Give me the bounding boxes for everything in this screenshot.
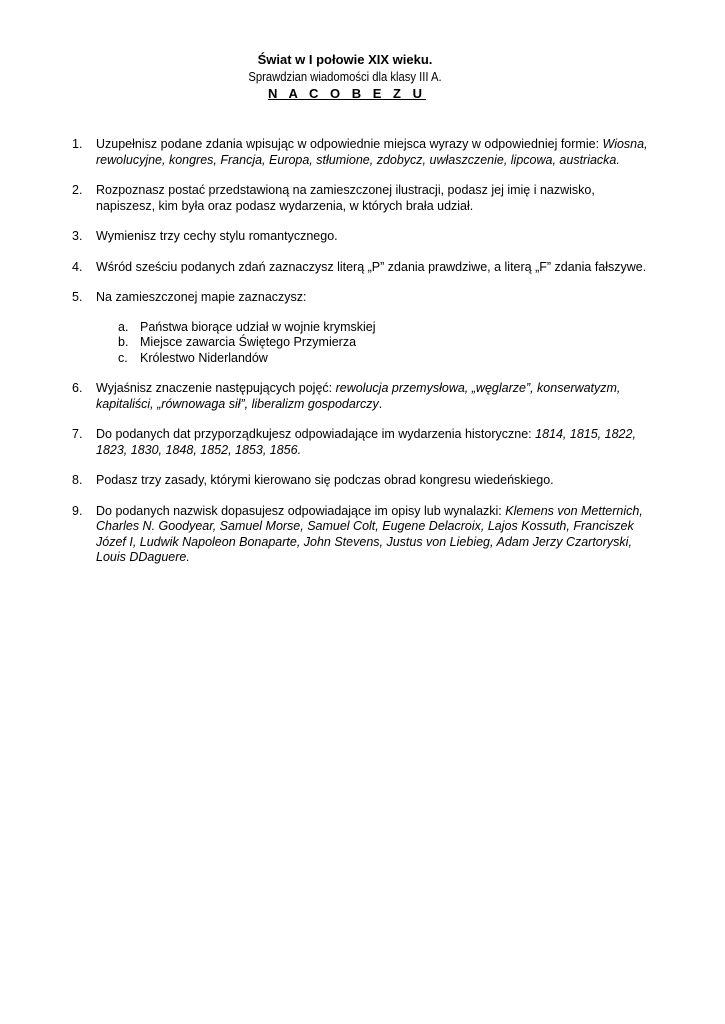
item-number: 3. [72,229,83,243]
item-italic-text: 1814, 1815, 1822, 1823, 1830, 1848, 1852, 1853, 1856. [96,427,636,457]
sublist-text: Królestwo Niderlandów [140,350,268,365]
sublist-letter: a. [118,319,129,334]
list-item [72,137,652,168]
item-text: Do podanych dat przyporządkujesz odpowiadające im wydarzenia historyczne: [96,427,536,441]
item-text: Uzupełnisz podane zdania wpisując w odpowiednie miejsca wyrazy w odpowiedniej formie: [96,137,603,151]
map-sublist [96,320,652,367]
item-text: Wymienisz trzy cechy stylu romantycznego. [96,229,338,243]
sublist-item [118,335,652,351]
item-text: Rozpoznasz postać przedstawioną na zamieszczonej ilustracji, podasz jej imię i nazwisko, napiszesz, kim była oraz podasz wydarzenia, w których brała udział. [96,183,595,213]
item-italic-text: rewolucja przemysłowa, „węglarze”, konserwatyzm, kapitaliści, „równowaga sił”, liberalizm gospodarczy [96,381,621,411]
nacobezu-heading: N A C O B E Z U [268,86,426,101]
list-item [72,427,652,458]
document-subtitle: Sprawdzian wiadomości dla klasy III A. [248,70,442,84]
document-header [0,52,690,103]
item-italic-text: Klemens von Metternich, Charles N. Goodyear, Samuel Morse, Samuel Colt, Eugene Delacroix, Lajos Kossuth, Franciszek Józef I, Ludwik Napoleon Bonaparte, John Stevens, Justus von Liebieg, Adam Jerzy Czartoryski, Louis DDaguere. [96,503,643,564]
item-number: 6. [72,381,83,395]
item-number: 4. [72,259,83,274]
sublist-item [118,350,652,367]
item-text: Na zamieszczonej mapie zaznaczysz: [96,290,307,304]
item-tail-text: . [378,396,383,411]
document-title: Świat w I połowie XIX wieku. [257,52,433,67]
list-item [72,260,652,276]
list-item [72,504,652,566]
item-number: 8. [72,473,83,487]
criteria-list [72,137,652,581]
sublist-text: Państwa biorące udział w wojnie krymskiej [140,319,376,334]
list-item [72,473,652,489]
item-italic-text: Wiosna, rewolucyjne, kongres, Francja, Europa, stłumione, zdobycz, uwłaszczenie, lipcowa, austriacka. [96,137,648,167]
item-number: 1. [72,137,83,151]
item-text: Wśród sześciu podanych zdań zaznaczysz literą „P” zdania prawdziwe, a literą „F” zdania fałszywe. [96,259,647,274]
item-number: 5. [72,290,83,304]
item-text: Do podanych nazwisk dopasujesz odpowiadające im opisy lub wynalazki: [96,503,506,518]
list-item [72,229,652,245]
sublist-item [118,319,652,336]
sublist-letter: c. [118,350,128,365]
list-item [72,381,652,412]
list-item [72,183,652,214]
item-number: 9. [72,503,83,518]
item-number: 2. [72,183,83,197]
item-number: 7. [72,427,83,441]
item-text: Wyjaśnisz znaczenie następujących pojęć: [96,381,336,395]
sublist-text: Miejsce zawarcia Świętego Przymierza [140,335,357,349]
sublist-letter: b. [118,335,129,349]
item-text: Podasz trzy zasady, którymi kierowano się podczas obrad kongresu wiedeńskiego. [96,473,554,487]
list-item [72,290,652,366]
